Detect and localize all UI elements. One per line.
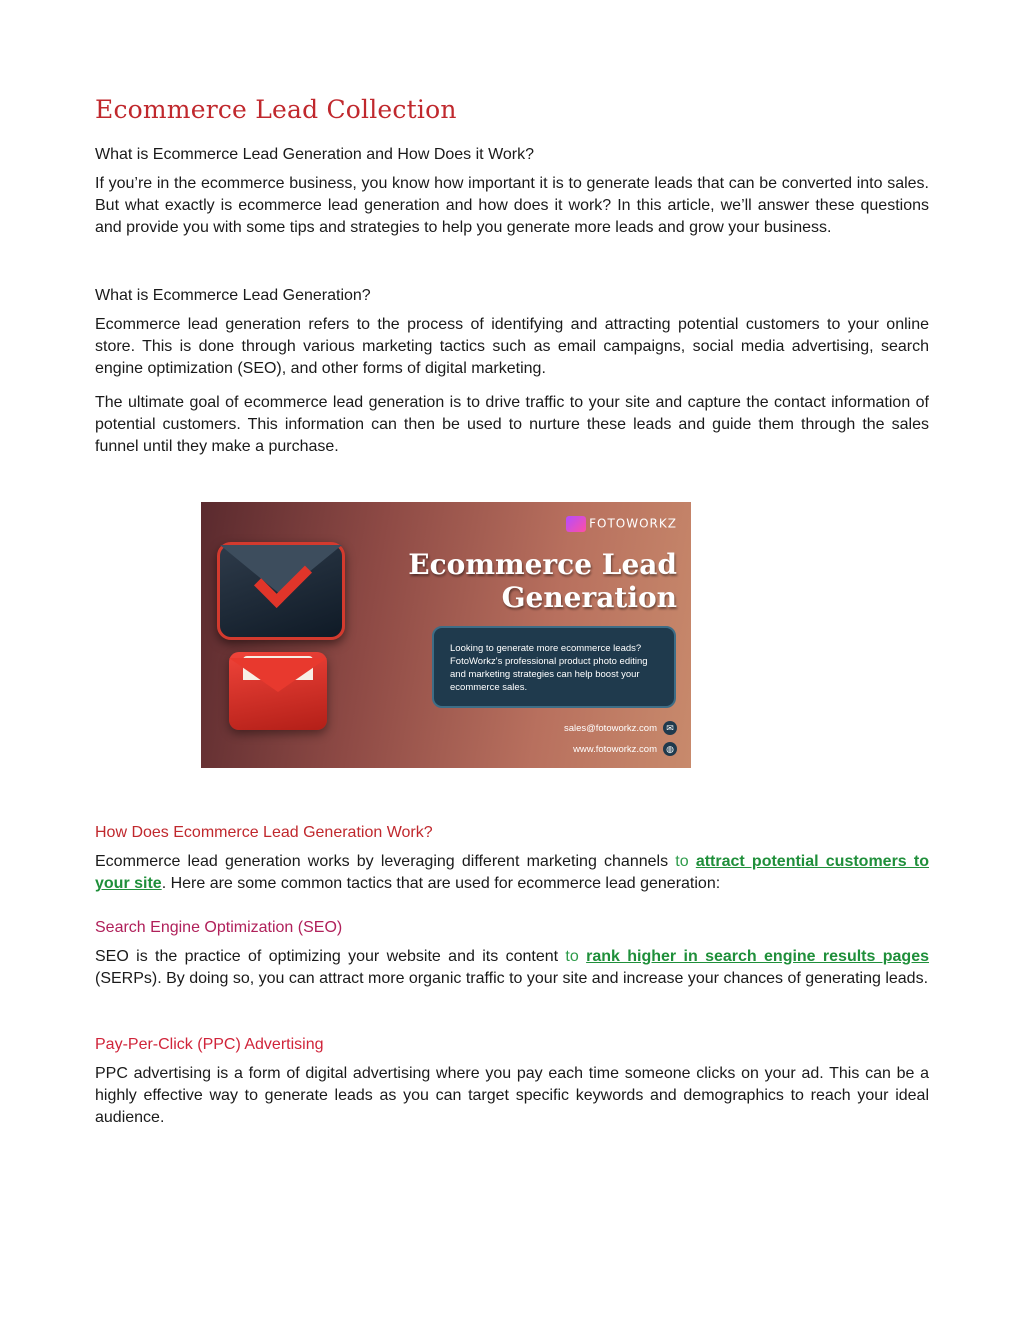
- envelope-check-icon: [217, 542, 345, 640]
- paragraph-text: (SERPs). By doing so, you can attract more organic traffic to your site and increase your chances of generating leads.: [95, 970, 929, 987]
- banner-callout: Looking to generate more ecommerce leads? FotoWorkz's professional product photo editing and marketing strategies can help boost your ecommerce sales.: [432, 626, 676, 708]
- rank-higher-link[interactable]: rank higher in search engine results pages: [586, 948, 929, 965]
- banner-website-text: www.fotoworkz.com: [573, 743, 657, 755]
- globe-icon: ◍: [663, 742, 677, 756]
- page-title: Ecommerce Lead Collection: [95, 95, 457, 124]
- section-paragraph: The ultimate goal of ecommerce lead generation is to drive traffic to your site and capture the contact information of potential customers. This information can then be used to nurture these leads and guide them through the sales funnel until they make a purchase.: [95, 394, 929, 455]
- brand-name: FOTOWORKZ: [589, 516, 677, 531]
- section-paragraph: [95, 851, 929, 895]
- banner-email: [564, 721, 677, 735]
- section-paragraph: Ecommerce lead generation refers to the process of identifying and attracting potential customers to your online store. This is done through various marketing tactics such as email campaigns, social media advertising, search engine optimization (SEO), and other forms of digital marketing.: [95, 316, 929, 377]
- intro-paragraph: If you’re in the ecommerce business, you know how important it is to generate leads that can be converted into sales. But what exactly is ecommerce lead generation and how does it work? In this article, we’ll answer these questions and provide you with some tips and strategies to help you generate more leads and grow your business.: [95, 175, 929, 236]
- section-paragraph: PPC advertising is a form of digital advertising where you pay each time someone clicks on your ad. This can be a highly effective way to generate leads as you can target specific keywords and demographics to reach your ideal audience.: [95, 1065, 929, 1126]
- paragraph-text: to: [675, 853, 696, 870]
- section-heading-how-it-works: How Does Ecommerce Lead Generation Work?: [95, 824, 433, 841]
- banner-website: [573, 742, 677, 756]
- banner-headline-line2: Generation: [501, 581, 677, 614]
- attract-customers-link[interactable]: attract potential customers to your site: [95, 853, 929, 892]
- envelope-icon: [229, 652, 327, 730]
- banner-email-text: sales@fotoworkz.com: [563, 722, 657, 734]
- paragraph-text: Ecommerce lead generation works by leveraging different marketing channels: [95, 853, 676, 870]
- banner-headline-line1: Ecommerce Lead: [408, 548, 677, 581]
- paragraph-text: . Here are some common tactics that are used for ecommerce lead generation:: [161, 875, 721, 892]
- section-heading-what-is: What is Ecommerce Lead Generation?: [95, 287, 371, 304]
- section-heading-ppc: Pay-Per-Click (PPC) Advertising: [95, 1036, 324, 1053]
- paragraph-text: to: [565, 948, 587, 965]
- section-paragraph: [95, 946, 929, 990]
- banner-image: [201, 502, 691, 768]
- paragraph-text: SEO is the practice of optimizing your website and its content: [95, 948, 566, 965]
- mail-icon: ✉: [663, 721, 677, 735]
- banner-headline: [408, 548, 677, 614]
- section-heading-seo: Search Engine Optimization (SEO): [95, 919, 343, 936]
- brand-logo: [566, 516, 677, 532]
- intro-heading: What is Ecommerce Lead Generation and How Does it Work?: [95, 146, 535, 163]
- logo-icon: [566, 516, 586, 532]
